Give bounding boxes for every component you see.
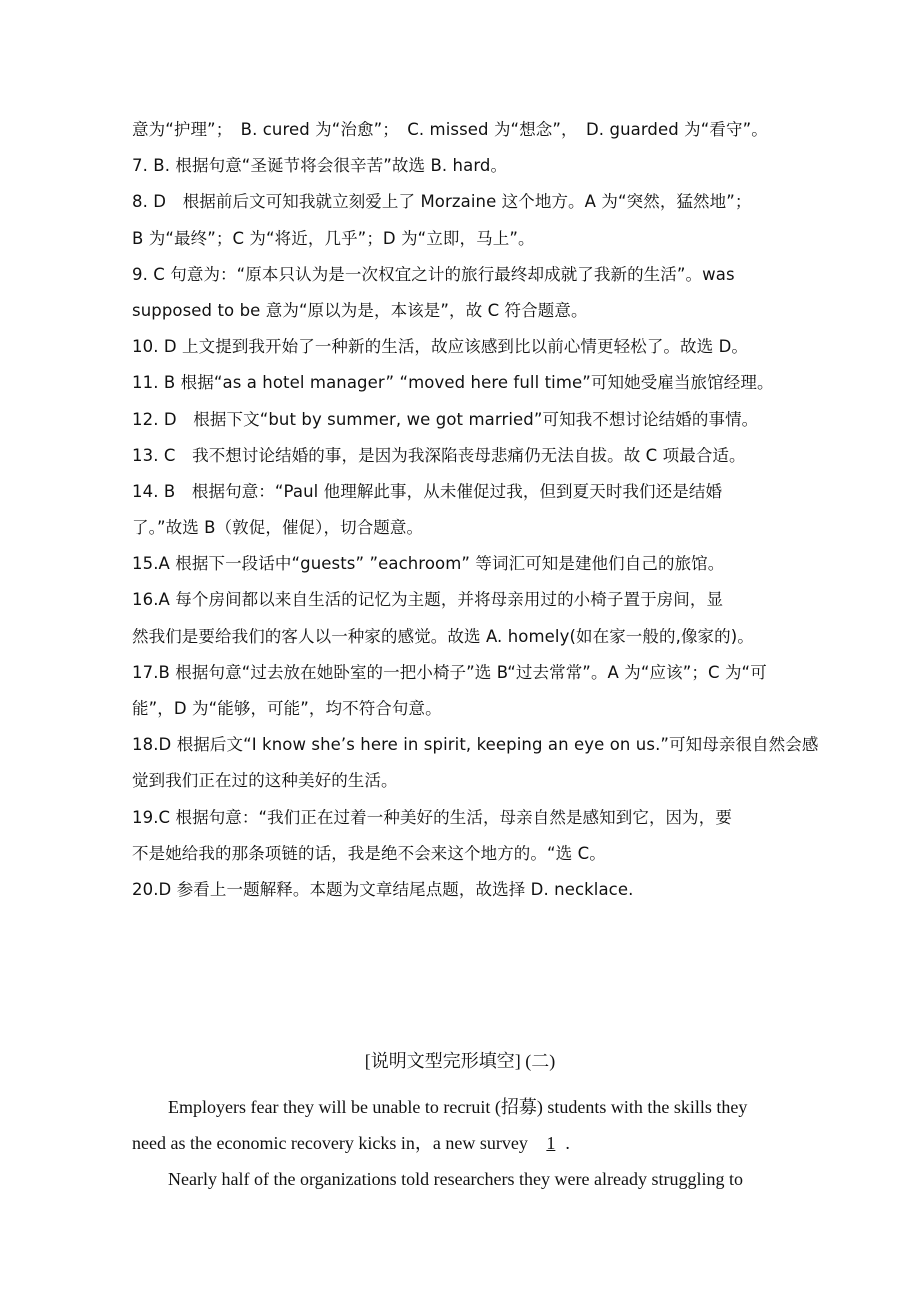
answer-line: 意为“护理”； B. cured 为“治愈”； C. missed 为“想念”， D. guarded 为“看守”。 (132, 120, 768, 139)
answer-line: 10. D 上文提到我开始了一种新的生活，故应该感到比以前心情更轻松了。故选 D。 (132, 337, 748, 357)
cloze-passage (132, 1089, 792, 1198)
answer-line: 16.A 每个房间都以来自生活的记忆为主题，并将母亲用过的小椅子置于房间，显 (132, 590, 724, 610)
answer-line: supposed to be 意为“原以为是，本该是”，故 C 符合题意。 (132, 300, 588, 320)
answer-line: 11. B 根据“as a hotel manager” “moved here full time”可知她受雇当旅馆经理。 (132, 373, 774, 393)
answer-line: 了。”故选 B（敦促，催促），切合题意。 (132, 518, 424, 538)
answer-line: 8. D 根据前后文可知我就立刻爱上了 Morzaine 这个地方。A 为“突然，猛然地”； (132, 192, 752, 212)
answer-line: 17.B 根据句意“过去放在她卧室的一把小椅子”选 B“过去常常”。A 为“应该”；C 为“可 (132, 662, 767, 682)
passage-line: Nearly half of the organizations told researchers they were already struggling to (168, 1169, 743, 1190)
passage-punctuation: . (565, 1133, 570, 1154)
answer-line: 19.C 根据句意：“我们正在过着一种美好的生活，母亲自然是感知到它，因为，要 (132, 807, 732, 827)
answer-line: 14. B 根据句意：“Paul 他理解此事，从未催促过我，但到夏天时我们还是结婚 (132, 481, 723, 501)
answer-line: 能”，D 为“能够，可能”，均不符合句意。 (132, 699, 442, 718)
answer-line: 然我们是要给我们的客人以一种家的感觉。故选 A. homely(如在家一般的,像家的)。 (132, 626, 754, 646)
cloze-blank: 1 (546, 1133, 556, 1154)
answer-line: 觉到我们正在过的这种美好的生活。 (132, 771, 398, 791)
answer-line: 18.D 根据后文“I know she’s here in spirit, keeping an eye on us.”可知母亲很自然会感 (132, 735, 819, 755)
answer-line: 9. C 句意为：“原本只认为是一次权宜之计的旅行最终却成就了我新的生活”。was (132, 264, 735, 284)
answer-line: 15.A 根据下一段话中“guests” ”eachroom” 等词汇可知是建他们自己的旅馆。 (132, 554, 725, 574)
section-title: [说明文型完形填空] (二) (364, 1051, 556, 1071)
answer-line: 7. B. 根据句意“圣诞节将会很辛苦”故选 B. hard。 (132, 156, 508, 176)
passage-text: need as the economic recovery kicks in，a new survey (132, 1133, 528, 1154)
answer-line: 13. C 我不想讨论结婚的事，是因为我深陷丧母悲痛仍无法自拔。故 C 项最合适。 (132, 445, 746, 465)
answer-line: 20.D 参看上一题解释。本题为文章结尾点题，故选择 D. necklace. (132, 879, 634, 899)
answer-line: 不是她给我的那条项链的话，我是绝不会来这个地方的。“选 C。 (132, 843, 606, 863)
passage-line: Employers fear they will be unable to recruit (招募) students with the skills they (168, 1097, 748, 1117)
answer-explanations (132, 112, 819, 908)
answer-line: 12. D 根据下文“but by summer, we got married”可知我不想讨论结婚的事情。 (132, 409, 759, 429)
passage-line (132, 1125, 792, 1161)
answer-line: B 为“最终”；C 为“将近，几乎”；D 为“立即，马上”。 (132, 228, 535, 248)
